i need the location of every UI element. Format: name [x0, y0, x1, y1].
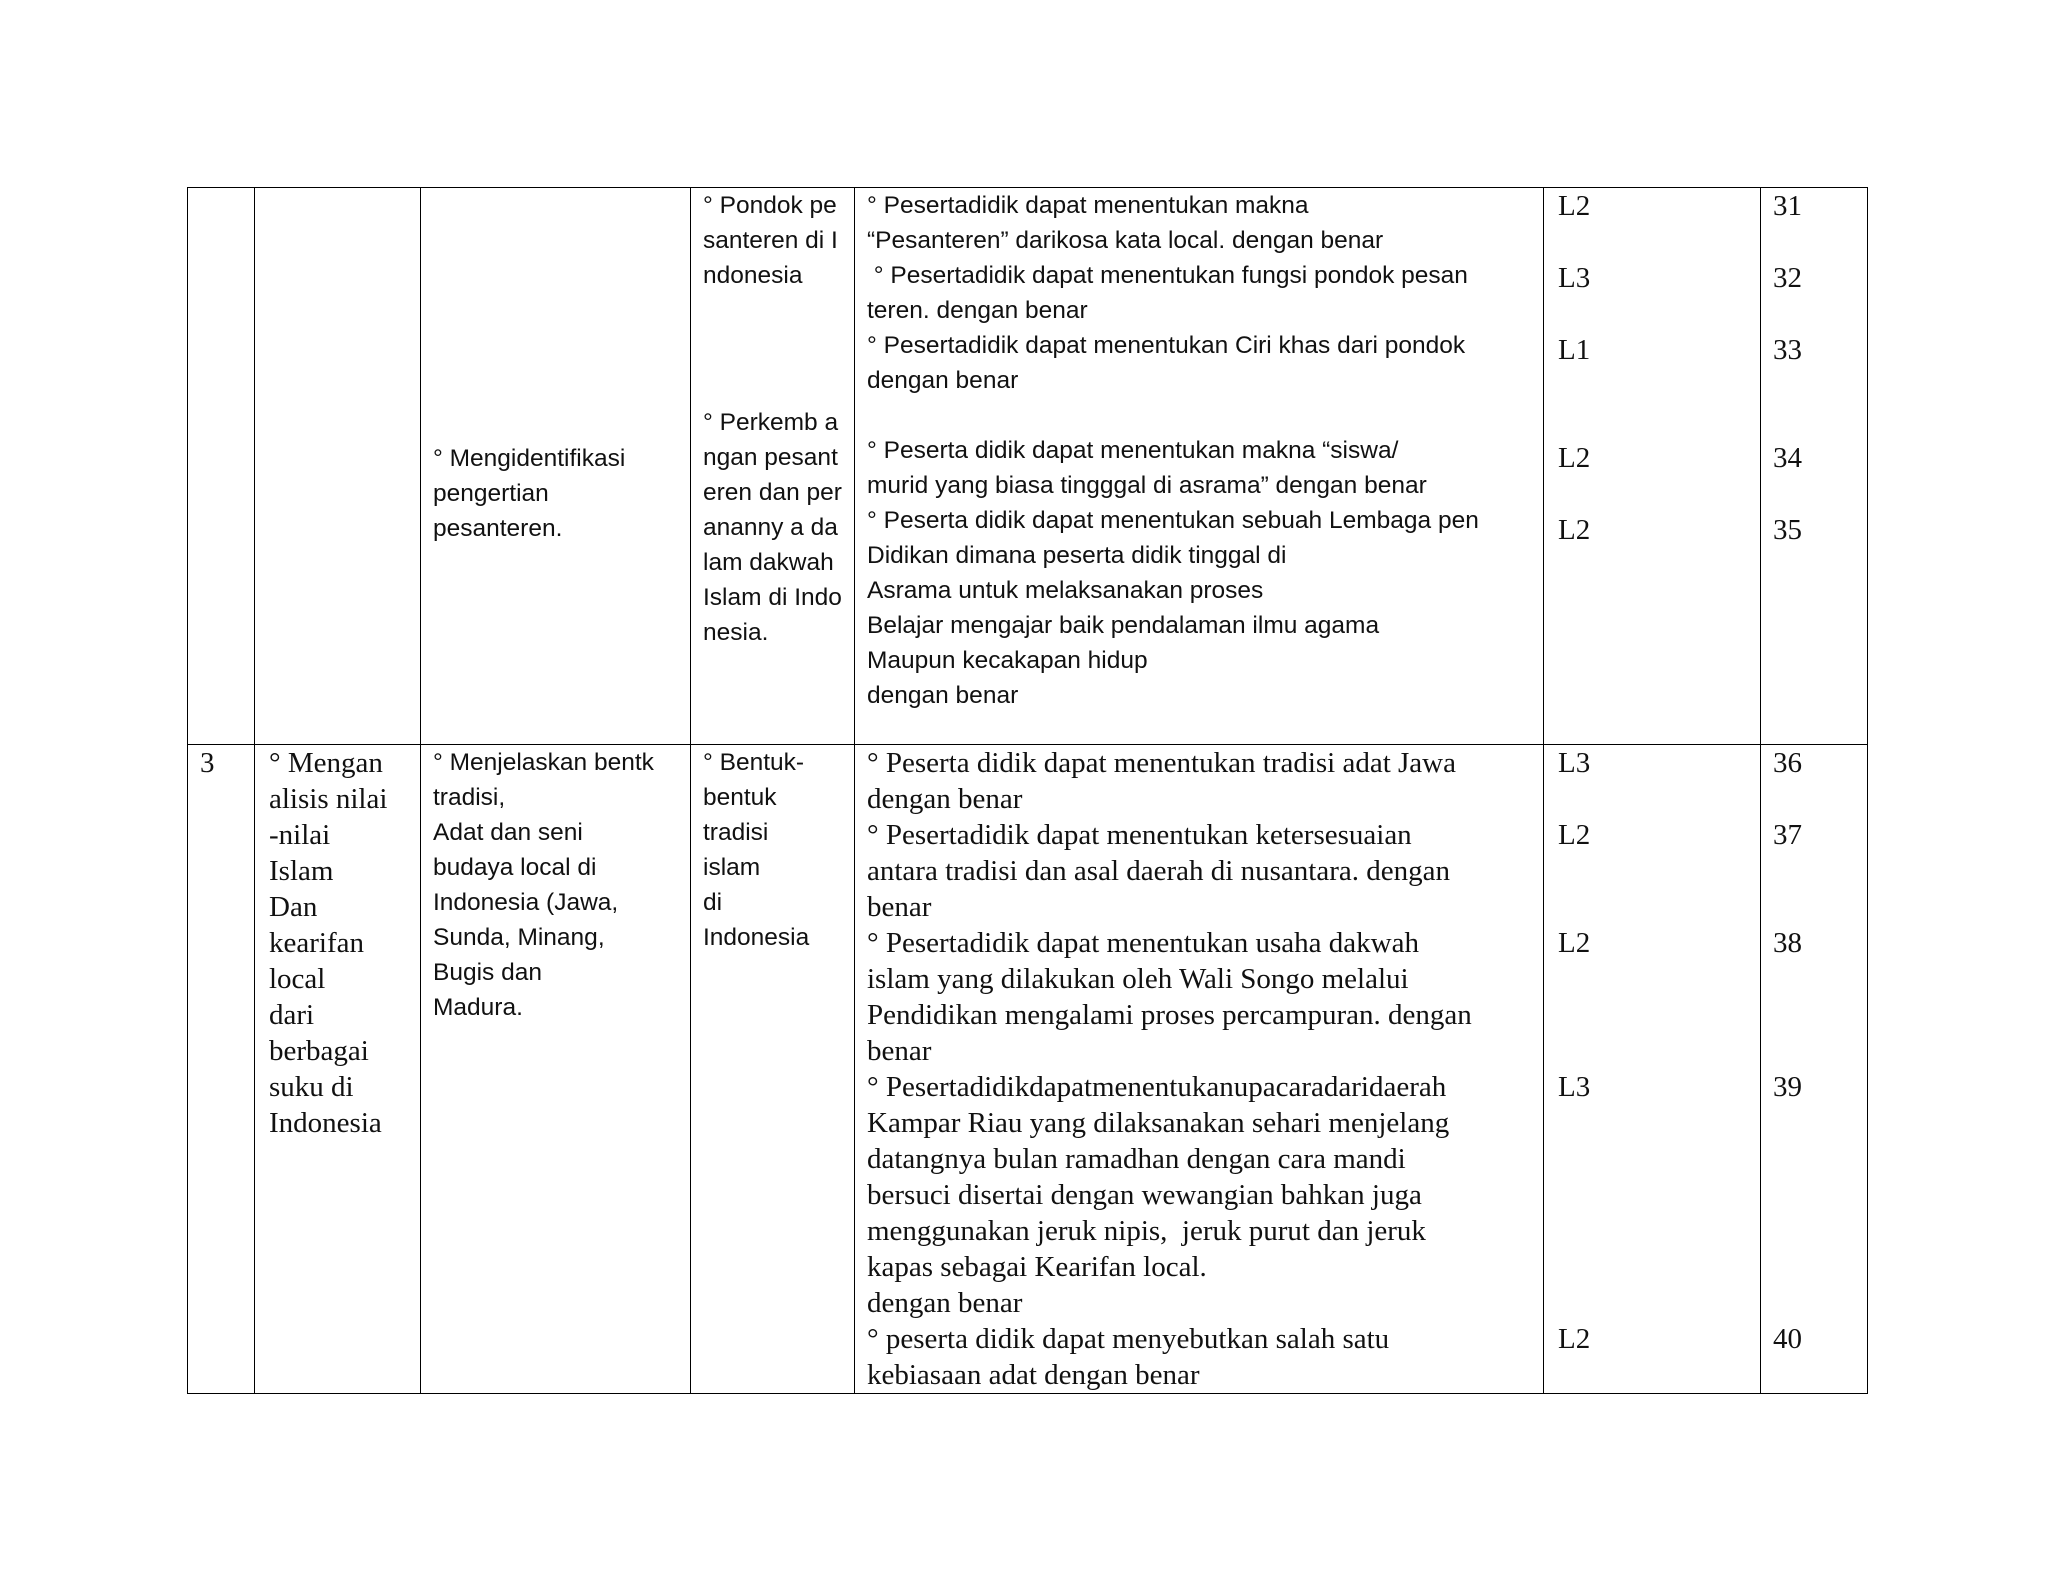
- item-line: bersuci disertai dengan wewangian bahkan juga: [867, 1179, 1422, 1211]
- item-33: [867, 328, 1531, 398]
- indicator-line: Adat dan seni: [433, 819, 583, 846]
- competency-line: Islam: [269, 855, 334, 887]
- item-number: 35: [1773, 514, 1802, 546]
- level-label: L2: [1558, 442, 1591, 474]
- item-line: murid yang biasa tingggal di asrama” dengan benar: [867, 472, 1427, 499]
- item-line: Pendidikan mengalami proses percampuran. dengan: [867, 999, 1472, 1031]
- item-line: kapas sebagai Kearifan local.: [867, 1251, 1207, 1283]
- material-cell: [691, 188, 855, 745]
- item-number-cell: [1761, 188, 1868, 745]
- level-label: L2: [1558, 1323, 1591, 1355]
- item-line: dengan benar: [867, 367, 1019, 394]
- material-line: di: [703, 889, 723, 916]
- spacer: [703, 293, 842, 405]
- indicator-line: Madura.: [433, 994, 523, 1021]
- row-number: 3: [200, 747, 215, 779]
- item-line: ° Pesertadidikdapatmenentukanupacaradaridaerah: [867, 1071, 1447, 1103]
- indicator-cell: [421, 188, 691, 745]
- item-line: Belajar mengajar baik pendalaman ilmu agama: [867, 612, 1380, 639]
- material-line: tradisi: [703, 819, 769, 846]
- material-line: ° Bentuk-: [703, 749, 805, 776]
- competency-line: Dan: [269, 891, 318, 923]
- competency-line: berbagai: [269, 1035, 369, 1067]
- item-line: benar: [867, 1035, 932, 1067]
- number-cell: [188, 745, 255, 1394]
- competency-line: local: [269, 963, 326, 995]
- level-cell: [1544, 188, 1761, 745]
- item-line: ° Peserta didik dapat menentukan sebuah Lembaga pen: [867, 507, 1479, 534]
- item-number: 40: [1773, 1323, 1802, 1355]
- item-line: dengan benar: [867, 682, 1019, 709]
- item-line: islam yang dilakukan oleh Wali Songo melalui: [867, 963, 1409, 995]
- item-number: 34: [1773, 442, 1802, 474]
- item-number: 37: [1773, 819, 1802, 851]
- material-text-2: ° Perkemb angan pesanteren dan perananny a dalam dakwah Islam di Indonesia.: [703, 409, 842, 646]
- item-line: menggunakan jeruk nipis, jeruk purut dan jeruk: [867, 1215, 1426, 1247]
- level-label: L3: [1558, 262, 1591, 294]
- item-line: ° Peserta didik dapat menentukan makna “siswa/: [867, 437, 1399, 464]
- material-text-1: ° Pondok pesanteren di Indonesia: [703, 192, 838, 289]
- item-35: [867, 503, 1531, 713]
- item-31: [867, 188, 1531, 258]
- item-40: [867, 1321, 1531, 1393]
- item-number: 38: [1773, 927, 1802, 959]
- indicator-line: Indonesia (Jawa,: [433, 889, 619, 916]
- item-line: kebiasaan adat dengan benar: [867, 1359, 1200, 1391]
- item-line: datangnya bulan ramadhan dengan cara mandi: [867, 1143, 1406, 1175]
- competency-line: suku di: [269, 1071, 354, 1103]
- item-line: Didikan dimana peserta didik tinggal di: [867, 542, 1287, 569]
- item-37: [867, 817, 1531, 925]
- item-number: 31: [1773, 190, 1802, 222]
- item-38: [867, 925, 1531, 1069]
- level-label: L2: [1558, 514, 1591, 546]
- item-indicator-cell: [855, 188, 1544, 745]
- competency-line: ° Mengan: [269, 747, 383, 779]
- indicator-line: budaya local di: [433, 854, 597, 881]
- material-cell: [691, 745, 855, 1394]
- item-line: ° Peserta didik dapat menentukan tradisi adat Jawa: [867, 747, 1456, 779]
- item-number: 32: [1773, 262, 1802, 294]
- item-36: [867, 745, 1531, 817]
- item-line: “Pesanteren” darikosa kata local. dengan benar: [867, 227, 1384, 254]
- item-line: ° Pesertadidik dapat menentukan ketersesuaian: [867, 819, 1412, 851]
- competency-cell: [255, 188, 421, 745]
- competency-cell: [255, 745, 421, 1394]
- item-line: ° Pesertadidik dapat menentukan makna: [867, 192, 1309, 219]
- item-line: ° Pesertadidik dapat menentukan fungsi pondok pesan: [867, 262, 1468, 289]
- level-label: L2: [1558, 819, 1591, 851]
- item-number: 36: [1773, 747, 1802, 779]
- material-line: Indonesia: [703, 924, 810, 951]
- material-line: bentuk: [703, 784, 777, 811]
- item-line: teren. dengan benar: [867, 297, 1088, 324]
- indicator-cell: [421, 745, 691, 1394]
- indicator-text: ° Mengidentifikasi pengertian pesanteren.: [433, 445, 626, 542]
- spacer: [867, 398, 1531, 433]
- item-line: ° peserta didik dapat menyebutkan salah satu: [867, 1323, 1390, 1355]
- item-line: dengan benar: [867, 1287, 1023, 1319]
- item-line: ° Pesertadidik dapat menentukan Ciri khas dari pondok: [867, 332, 1466, 359]
- number-cell: [188, 188, 255, 745]
- table-row: [188, 188, 1868, 745]
- level-label: L3: [1558, 1071, 1591, 1103]
- competency-line: -nilai: [269, 819, 331, 851]
- competency-line: dari: [269, 999, 315, 1031]
- item-line: benar: [867, 891, 932, 923]
- indicator-line: Bugis dan: [433, 959, 542, 986]
- item-32: [867, 258, 1531, 328]
- level-cell: [1544, 745, 1761, 1394]
- item-number: 33: [1773, 334, 1802, 366]
- level-label: L2: [1558, 927, 1591, 959]
- indicator-line: ° Menjelaskan bentk: [433, 749, 654, 776]
- item-line: Kampar Riau yang dilaksanakan sehari menjelang: [867, 1107, 1450, 1139]
- table-row: [188, 745, 1868, 1394]
- level-label: L3: [1558, 747, 1591, 779]
- item-line: ° Pesertadidik dapat menentukan usaha dakwah: [867, 927, 1419, 959]
- level-label: L1: [1558, 334, 1591, 366]
- competency-line: Indonesia: [269, 1107, 382, 1139]
- competency-line: alisis nilai: [269, 783, 388, 815]
- item-line: Maupun kecakapan hidup: [867, 647, 1148, 674]
- item-39: [867, 1069, 1531, 1321]
- item-number-cell: [1761, 745, 1868, 1394]
- item-number: 39: [1773, 1071, 1802, 1103]
- item-indicator-cell: [855, 745, 1544, 1394]
- item-line: Asrama untuk melaksanakan proses: [867, 577, 1264, 604]
- indicator-line: Sunda, Minang,: [433, 924, 605, 951]
- level-label: L2: [1558, 190, 1591, 222]
- competency-line: kearifan: [269, 927, 364, 959]
- spacer: [433, 188, 678, 441]
- material-line: islam: [703, 854, 761, 881]
- item-34: [867, 433, 1531, 503]
- item-line: antara tradisi dan asal daerah di nusantara. dengan: [867, 855, 1450, 887]
- indicator-line: tradisi,: [433, 784, 506, 811]
- item-line: dengan benar: [867, 783, 1023, 815]
- assessment-grid-table: [187, 187, 1868, 1394]
